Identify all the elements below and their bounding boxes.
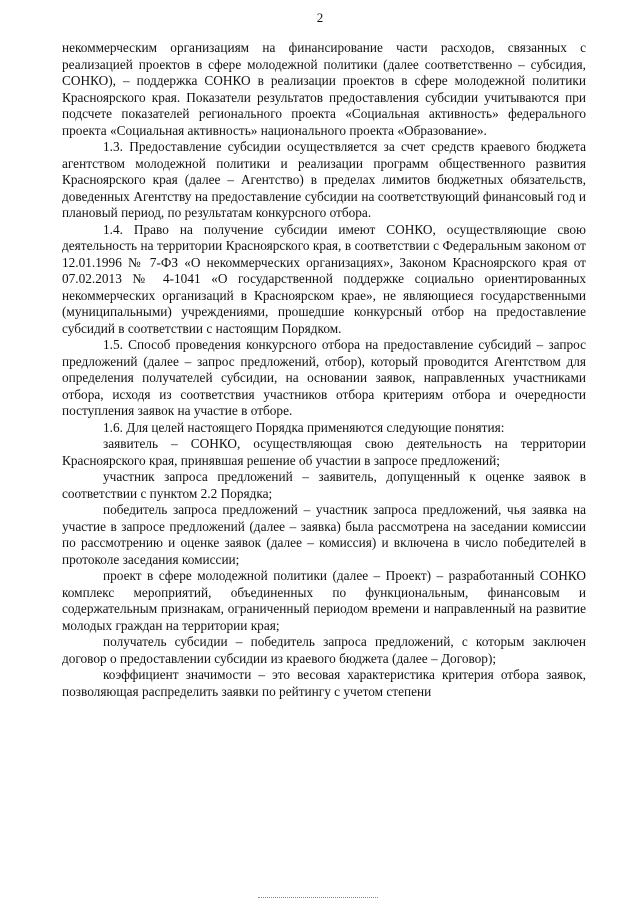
page-number: 2: [316, 10, 324, 25]
body-paragraph: 1.3. Предоставление субсидии осуществляется за счет средств краевого бюджета агентством молодежной политики и реализации программ общественного развития Красноярского края (далее – Агентство) в пределах лимитов бюджетных обязательств, доведенных Агентству на предоставление субсидии на соответствующий финансовый год и плановый период, по результатам конкурсного отбора.: [62, 139, 586, 220]
body-paragraph: коэффициент значимости – это весовая характеристика критерия отбора заявок, позволяющая распределить заявки по рейтингу с учетом степени: [62, 667, 586, 699]
document-body: [62, 40, 586, 700]
body-paragraph: получатель субсидии – победитель запроса предложений, с которым заключен договор о предоставлении субсидии из краевого бюджета (далее – Договор);: [62, 634, 586, 666]
body-paragraph: победитель запроса предложений – участник запроса предложений, чья заявка на участие в запросе предложений (далее – заявка) была рассмотрена на заседании комиссии по рассмотрению и оценке заявок (далее – комиссия) и включена в число победителей в протоколе заседания комиссии;: [62, 502, 586, 567]
body-paragraph: 1.5. Способ проведения конкурсного отбора на предоставление субсидий – запрос предложений (далее – запрос предложений, отбор), который проводится Агентством для определения получателей субсидии, на основании заявок, направленных участниками отбора, исходя из соответствия участников отбора критериям отбора и очередности поступления заявок на участие в отборе.: [62, 337, 586, 418]
body-paragraph: некоммерческим организациям на финансирование части расходов, связанных с реализацией проектов в сфере молодежной политики (далее соответственно – субсидия, СОНКО), – поддержка СОНКО в реализации проектов в сфере молодежной политики Красноярского края. Показатели результатов предоставления субсидии учитываются при подсчете показателей регионального проекта «Социальная активность» федерального проекта «Социальная активность» национального проекта «Образование».: [62, 40, 586, 138]
body-paragraph: 1.4. Право на получение субсидии имеют СОНКО, осуществляющие свою деятельность на территории Красноярского края, в соответствии с Федеральным законом от 12.01.1996 № 7-ФЗ «О некоммерческих организациях», Законом Красноярского края от 07.02.2013 № 4-1041 «О государственной поддержке социально ориентированных некоммерческих организаций в Красноярском крае», не являющиеся государственными (муниципальными) учреждениями, прошедшие конкурсный отбор на предоставление субсидий в соответствии с настоящим Порядком.: [62, 221, 586, 336]
body-paragraph: заявитель – СОНКО, осуществляющая свою деятельность на территории Красноярского края, принявшая решение об участии в запросе предложений;: [62, 436, 586, 468]
footer-dotted-line: [258, 897, 378, 898]
body-paragraph: участник запроса предложений – заявитель, допущенный к оценке заявок в соответствии с пунктом 2.2 Порядка;: [62, 469, 586, 501]
body-paragraph: проект в сфере молодежной политики (далее – Проект) – разработанный СОНКО комплекс мероприятий, объединенных по функциональным, финансовым и содержательным признакам, ограниченный периодом времени и направленный на развитие молодых граждан на территории края;: [62, 568, 586, 633]
body-paragraph: 1.6. Для целей настоящего Порядка применяются следующие понятия:: [103, 419, 505, 435]
